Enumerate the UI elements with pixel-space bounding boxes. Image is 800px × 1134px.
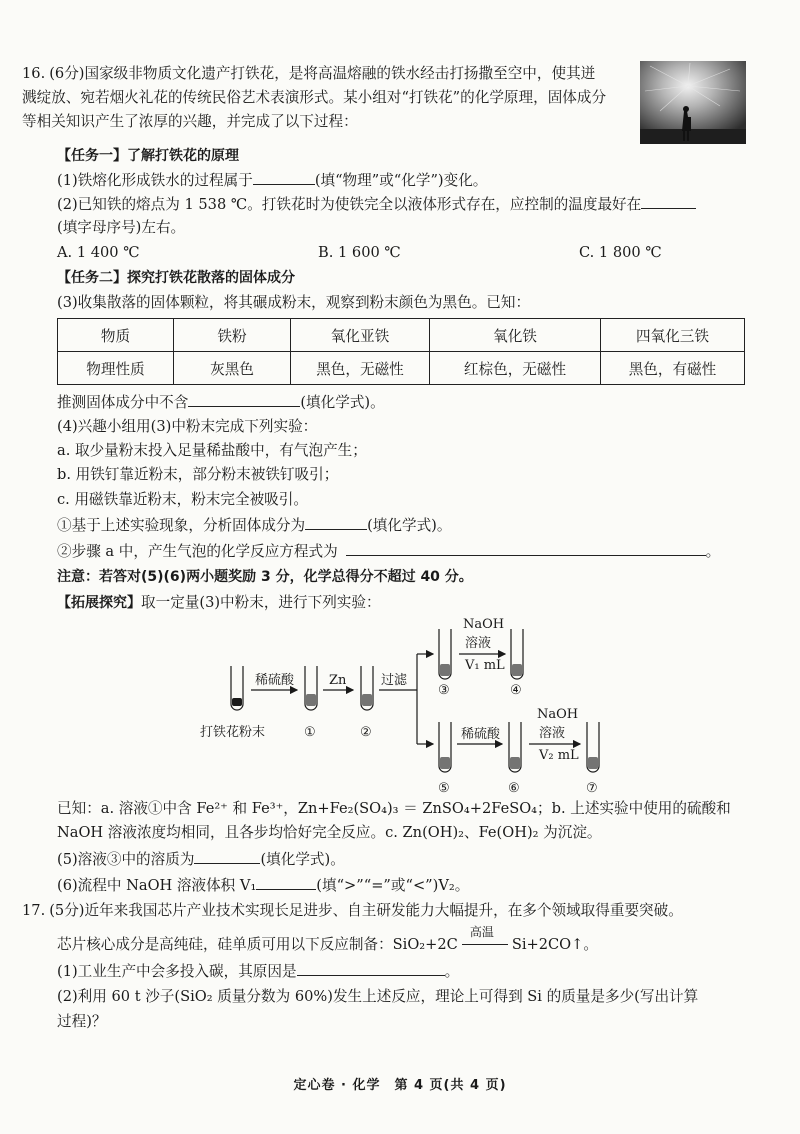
q17-reaction-products: Si+2CO↑。: [511, 936, 598, 953]
label-solution-1: 溶液: [465, 636, 492, 651]
known-info-1: 已知：a. 溶液①中含 Fe²⁺ 和 Fe³⁺，Zn+Fe₂(SO₄)₃ ＝ ZnSO₄+2FeSO₄；b. 上述实验中使用的硫酸和: [57, 800, 731, 817]
label-tube-6: ⑥: [508, 781, 520, 796]
q17-part1-end: 。: [444, 963, 460, 980]
table-cell: 黑色，无磁性: [291, 352, 430, 385]
label-tube-7: ⑦: [586, 781, 598, 796]
answer-blank: [253, 170, 315, 185]
table-header-cell: 铁粉: [174, 319, 291, 352]
q16-part2-hint: (填字母序号)左右。: [57, 219, 186, 236]
q16-part5-text: (5)溶液③中的溶质为: [57, 851, 195, 868]
q16-part6: [57, 875, 469, 896]
q16-part4-1-hint: (填化学式)。: [367, 517, 452, 534]
q16-part1-hint: (填“物理”或“化学”)变化。: [314, 172, 488, 189]
condition-high-temp: 高温: [469, 925, 494, 939]
label-filter: 过滤: [381, 673, 408, 688]
answer-blank: [641, 194, 696, 209]
q16-part5-hint: (填化学式)。: [260, 851, 345, 868]
q16-part4-2-end: 。: [705, 543, 721, 560]
label-tube-1: ①: [304, 725, 316, 740]
label-tube-4: ④: [510, 683, 522, 698]
q16-part6-text: (6)流程中 NaOH 溶液体积 V₁: [57, 877, 257, 894]
q17-part2: (2)利用 60 t 沙子(SiO₂ 质量分数为 60%)发生上述反应，理论上可得到 Si 的质量是多少(写出计算: [57, 988, 699, 1005]
experiment-diagram: [195, 614, 615, 800]
q16-part1: [57, 170, 487, 191]
properties-table: [57, 318, 745, 385]
answer-blank: [297, 961, 445, 976]
label-v1: V₁ mL: [465, 658, 505, 673]
extension-title: [57, 593, 381, 613]
bonus-note: 注意：若答对(5)(6)两小题奖励 3 分，化学总得分不超过 40 分。: [57, 569, 473, 585]
q17-intro: [22, 901, 683, 921]
task2-title: 【任务二】探究打铁花散落的固体成分: [57, 270, 295, 286]
q17-reaction-text: 芯片核心成分是高纯硅，硅单质可用以下反应制备：SiO₂+2C: [57, 936, 458, 953]
step-c: c. 用磁铁靠近粉末，粉末完全被吸引。: [57, 491, 308, 508]
q16-number: 16.: [22, 65, 46, 82]
q16-part4-1: [57, 515, 451, 536]
q16-part3-infer-hint: (填化学式)。: [300, 394, 385, 411]
known-info-2: NaOH 溶液浓度均相同，且各步均恰好完全反应。c. Zn(OH)₂、Fe(OH)₂ 为沉淀。: [57, 824, 602, 841]
iron-flower-photo: [640, 61, 746, 144]
table-cell: 灰黑色: [174, 352, 291, 385]
label-powder: 打铁花粉末: [200, 725, 266, 740]
table-header-cell: 氧化亚铁: [291, 319, 430, 352]
table-row: [58, 319, 745, 352]
q16-part3: (3)收集散落的固体颗粒，将其碾成粉末，观察到粉末颜色为黑色。已知：: [57, 294, 531, 311]
label-zn: Zn: [329, 673, 347, 688]
q16-part6-hint: (填“>”“=”或“<”)V₂。: [316, 877, 470, 894]
q17-intro-text: (5分)近年来我国芯片产业技术实现长足进步、自主研发能力大幅提升，在多个领域取得重要突破。: [49, 902, 683, 919]
answer-blank: [305, 515, 367, 530]
table-header-cell: 氧化铁: [430, 319, 601, 352]
option-c: C. 1 800 ℃: [579, 244, 662, 261]
q16-part3-infer: [57, 392, 385, 413]
label-dilute-sulfuric-acid-1: 稀硫酸: [255, 673, 295, 688]
q16-part4-1-text: ①基于上述实验现象，分析固体成分为: [57, 517, 306, 534]
q17-reaction: [57, 925, 598, 955]
q16-intro-text: (6分)国家级非物质文化遗产打铁花，是将高温熔融的铁水经击打扬撒至空中，使其迸溅绽放、宛若烟火礼花的传统民俗艺术表演形式。某小组对“打铁花”的化学原理，固体成分等相关知识产生了浓厚的兴趣，并完成了以下过程：: [22, 65, 607, 130]
q16-part3-infer-text: 推测固体成分中不含: [57, 394, 189, 411]
q17-part2-cont: 过程)？: [57, 1013, 107, 1030]
task1-title: 【任务一】了解打铁花的原理: [57, 148, 239, 164]
extension-text: 取一定量(3)中粉末，进行下列实验：: [141, 594, 381, 611]
q16-part2-text: (2)已知铁的熔点为 1 538 ℃。打铁花时为使铁完全以液体形式存在，应控制的温度最好在: [57, 196, 642, 213]
option-a: A. 1 400 ℃: [57, 244, 140, 261]
answer-blank: [256, 875, 316, 890]
q17-part1: [57, 961, 459, 982]
page-footer: 定心卷 · 化学 第 4 页(共 4 页): [293, 1078, 507, 1093]
q16-part5: [57, 849, 345, 870]
extension-label: 【拓展探究】: [57, 595, 141, 611]
q16-intro: [22, 62, 607, 134]
q16-part2: [57, 194, 696, 215]
table-row: [58, 352, 745, 385]
q16-part1-text: (1)铁熔化形成铁水的过程属于: [57, 172, 253, 189]
answer-blank: [346, 541, 706, 556]
label-naoh-2: NaOH: [537, 707, 579, 722]
label-solution-2: 溶液: [539, 726, 566, 741]
label-tube-3: ③: [438, 683, 450, 698]
label-tube-5: ⑤: [438, 781, 450, 796]
q17-part1-text: (1)工业生产中会多投入碳，其原因是: [57, 963, 297, 980]
step-b: b. 用铁钉靠近粉末，部分粉末被铁钉吸引；: [57, 466, 339, 483]
label-tube-2: ②: [360, 725, 372, 740]
table-cell: 黑色，有磁性: [601, 352, 745, 385]
answer-blank: [194, 849, 260, 864]
reaction-condition: [462, 925, 508, 955]
table-cell: 红棕色，无磁性: [430, 352, 601, 385]
table-header-cell: 物质: [58, 319, 174, 352]
answer-blank: [188, 392, 300, 407]
step-a: a. 取少量粉末投入足量稀盐酸中，有气泡产生；: [57, 442, 367, 459]
table-header-cell: 四氧化三铁: [601, 319, 745, 352]
label-dilute-sulfuric-acid-2: 稀硫酸: [461, 727, 501, 742]
label-v2: V₂ mL: [539, 748, 579, 763]
table-cell: 物理性质: [58, 352, 174, 385]
option-b: B. 1 600 ℃: [318, 244, 401, 261]
q16-part4-2-text: ②步骤 a 中，产生气泡的化学反应方程式为: [57, 543, 338, 560]
q16-part4-2: [57, 541, 720, 562]
q16-part4: (4)兴趣小组用(3)中粉末完成下列实验：: [57, 418, 318, 435]
label-naoh-1: NaOH: [463, 617, 505, 632]
q17-number: 17.: [22, 902, 46, 919]
